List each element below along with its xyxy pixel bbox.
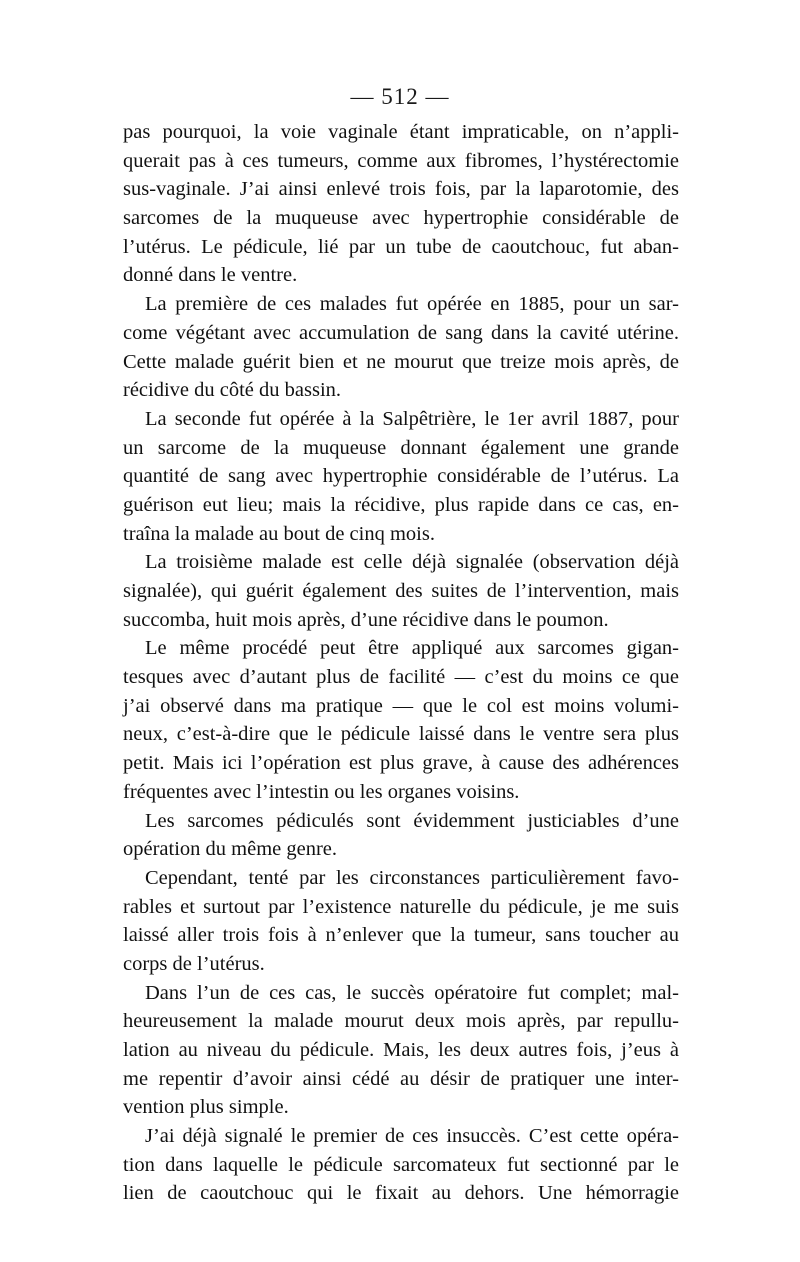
text-line: Dans l’un de ces cas, le succès opératoire fut complet; mal- xyxy=(145,981,679,1004)
text-line: quantité de sang avec hypertrophie considérable de l’utérus. La xyxy=(123,465,679,488)
text-line: petit. Mais ici l’opération est plus grave, à cause des adhérences xyxy=(123,752,679,775)
text-line: come végétant avec accumulation de sang dans la cavité utérine. xyxy=(123,321,679,344)
text-line: donné dans le ventre. xyxy=(123,264,298,287)
text-line: traîna la malade au bout de cinq mois. xyxy=(123,522,435,545)
text-line: un sarcome de la muqueuse donnant également une grande xyxy=(123,436,679,459)
text-line: Cependant, tenté par les circonstances particulièrement favo- xyxy=(145,866,679,889)
text-line: me repentir d’avoir ainsi cédé au désir de pratiquer une inter- xyxy=(123,1067,679,1090)
text-line: lien de caoutchouc qui le fixait au dehors. Une hémorragie xyxy=(123,1182,679,1205)
text-line: pas pourquoi, la voie vaginale étant impraticable, on n’appli- xyxy=(123,121,679,143)
text-line: opération du même genre. xyxy=(123,838,338,861)
text-line: tesques avec d’autant plus de facilité — c’est du moins ce que xyxy=(123,666,679,689)
text-line: sarcomes de la muqueuse avec hypertrophie considérable de xyxy=(123,207,679,230)
text-line: corps de l’utérus. xyxy=(123,952,265,975)
text-line: lation au niveau du pédicule. Mais, les deux autres fois, j’eus à xyxy=(123,1039,679,1061)
text-line: heureusement la malade mourut deux mois après, par repullu- xyxy=(123,1010,679,1033)
text-line: sus-vaginale. J’ai ainsi enlevé trois fois, par la laparotomie, des xyxy=(123,178,679,201)
text-line: neux, c’est-à-dire que le pédicule laissé dans le ventre sera plus xyxy=(123,723,679,746)
text-line: l’utérus. Le pédicule, lié par un tube de caoutchouc, fut aban- xyxy=(123,235,679,258)
text-line: j’ai observé dans ma pratique — que le col est moins volumi- xyxy=(123,694,679,717)
body-text xyxy=(123,118,679,1208)
text-line: Les sarcomes pédiculés sont évidemment justiciables d’une xyxy=(145,809,679,832)
text-line: La première de ces malades fut opérée en 1885, pour un sar- xyxy=(145,293,679,316)
text-line: tion dans laquelle le pédicule sarcomateux fut sectionné par le xyxy=(123,1153,679,1176)
text-line: signalée), qui guérit également des suites de l’intervention, mais xyxy=(123,580,679,602)
text-line: vention plus simple. xyxy=(123,1096,289,1119)
text-line: La troisième malade est celle déjà signalée (observation déjà xyxy=(145,551,679,574)
text-line: J’ai déjà signalé le premier de ces insuccès. C’est cette opéra- xyxy=(145,1125,679,1148)
text-line: rables et surtout par l’existence naturelle du pédicule, je me suis xyxy=(123,895,679,918)
text-line: querait pas à ces tumeurs, comme aux fibromes, l’hystérectomie xyxy=(123,149,679,172)
text-line: fréquentes avec l’intestin ou les organes voisins. xyxy=(123,780,520,803)
text-line: laissé aller trois fois à n’enlever que la tumeur, sans toucher au xyxy=(123,924,679,947)
text-line: guérison eut lieu; mais la récidive, plus rapide dans ce cas, en- xyxy=(123,493,679,516)
text-line: succomba, huit mois après, d’une récidive dans le poumon. xyxy=(123,608,609,631)
text-line: Le même procédé peut être appliqué aux sarcomes gigan- xyxy=(145,637,679,660)
text-line: récidive du côté du bassin. xyxy=(123,379,342,402)
text-line: Cette malade guérit bien et ne mourut que treize mois après, de xyxy=(123,350,679,373)
page-number: — 512 — xyxy=(350,84,450,109)
text-line: La seconde fut opérée à la Salpêtrière, le 1er avril 1887, pour xyxy=(145,407,679,430)
